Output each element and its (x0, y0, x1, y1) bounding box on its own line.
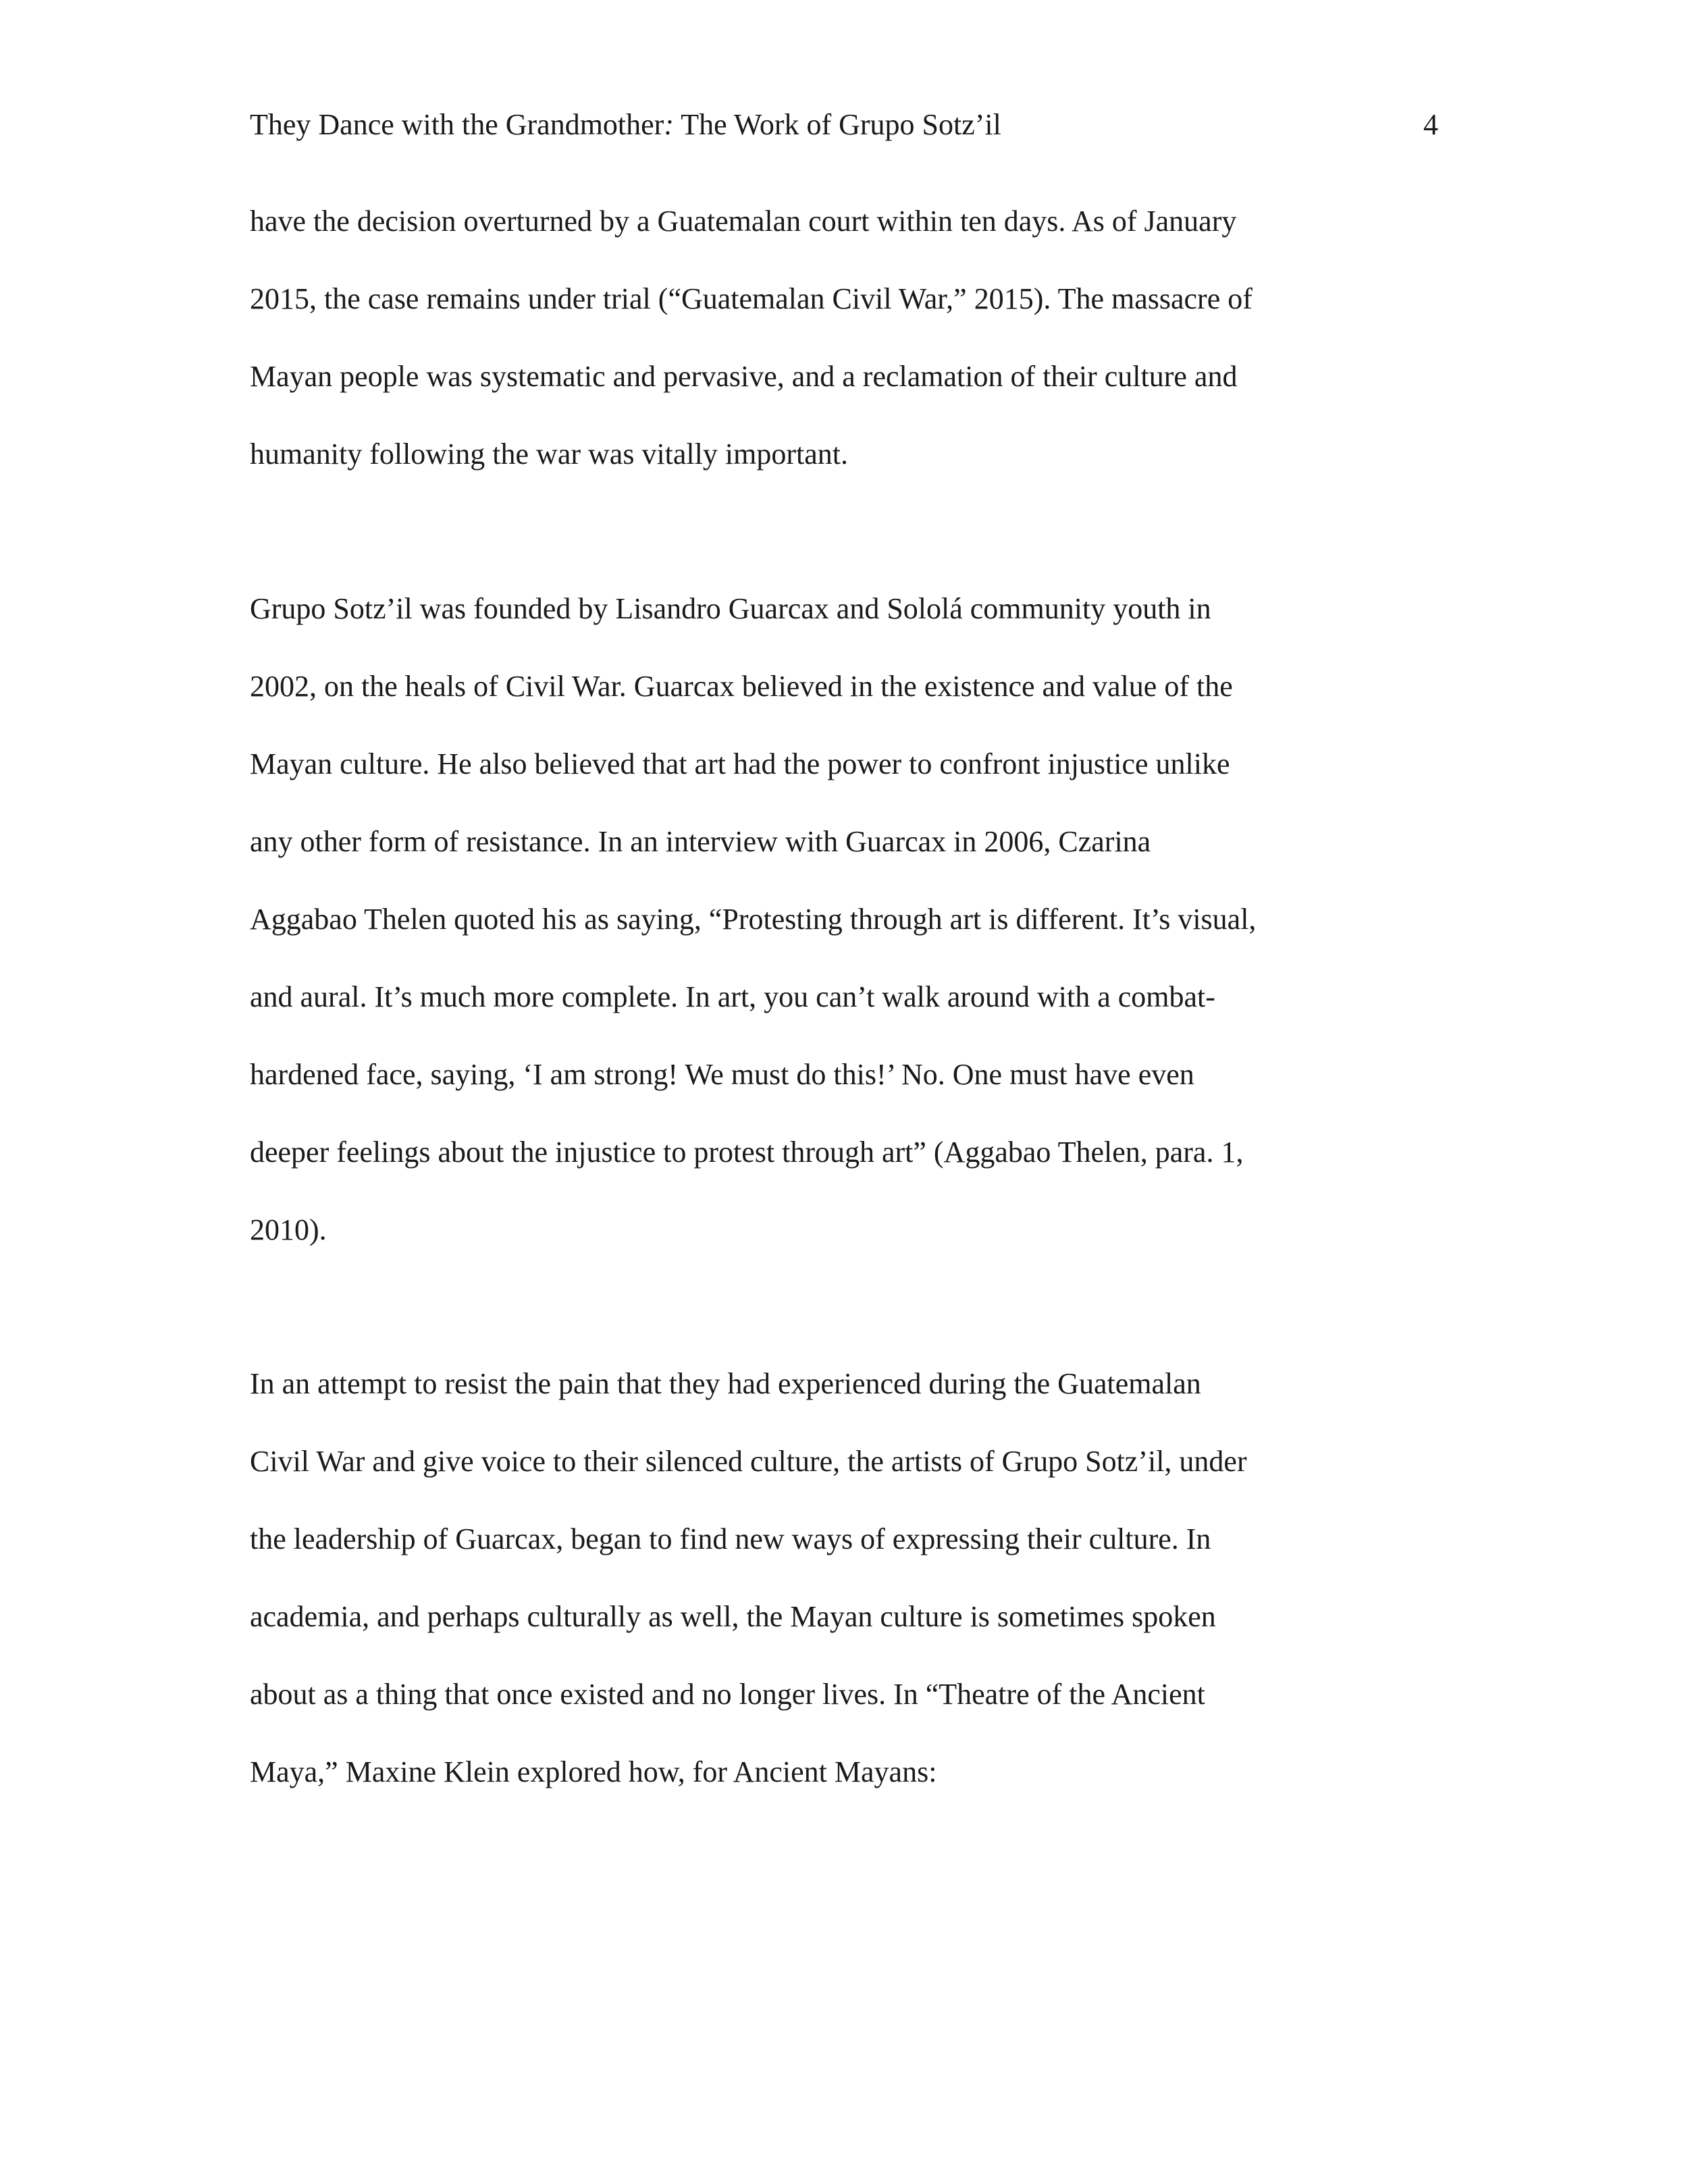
text-line: about as a thing that once existed and no longer lives. In “Theatre of the Ancient (250, 1678, 1205, 1711)
text-line: have the decision overturned by a Guatemalan court within ten days. As of January (250, 205, 1237, 238)
text-line: and aural. It’s much more complete. In art, you can’t walk around with a combat- (250, 980, 1215, 1013)
running-title-subtitle: The Work of Grupo Sotz’il (674, 108, 1001, 141)
text-line: humanity following the war was vitally important. (250, 437, 848, 471)
text-line: In an attempt to resist the pain that they had experienced during the Guatemalan (250, 1367, 1201, 1400)
text-line: academia, and perhaps culturally as well, the Mayan culture is sometimes spoken (250, 1600, 1216, 1633)
running-header (250, 101, 1438, 149)
running-title-colon: : (664, 108, 674, 141)
page-number: 4 (1423, 108, 1438, 141)
paragraph-2 (250, 570, 1438, 1269)
text-line: 2010). (250, 1213, 327, 1246)
text-line: hardened face, saying, ‘I am strong! We must do this!’ No. One must have even (250, 1058, 1194, 1091)
text-line: 2015, the case remains under trial (“Guatemalan Civil War,” 2015). The massacre of (250, 282, 1252, 315)
running-title-main: They Dance with the Grandmother (250, 108, 664, 141)
text-line: Maya,” Maxine Klein explored how, for Ancient Mayans: (250, 1755, 937, 1788)
text-line: Mayan people was systematic and pervasive, and a reclamation of their culture and (250, 360, 1238, 393)
paragraph-3 (250, 1345, 1438, 1811)
text-line: Grupo Sotz’il was founded by Lisandro Guarcax and Sololá community youth in (250, 592, 1211, 625)
text-line: Civil War and give voice to their silenced culture, the artists of Grupo Sotz’il, under (250, 1445, 1247, 1478)
text-line: Mayan culture. He also believed that art had the power to confront injustice unlike (250, 747, 1230, 780)
text-line: the leadership of Guarcax, began to find new ways of expressing their culture. In (250, 1522, 1211, 1555)
text-line: deeper feelings about the injustice to protest through art” (Aggabao Thelen, para. 1, (250, 1136, 1244, 1169)
running-title (250, 101, 1001, 149)
paragraph-1 (250, 182, 1438, 493)
text-line: Aggabao Thelen quoted his as saying, “Protesting through art is different. It’s visual, (250, 903, 1257, 936)
text-line: any other form of resistance. In an interview with Guarcax in 2006, Czarina (250, 825, 1151, 858)
text-line: 2002, on the heals of Civil War. Guarcax believed in the existence and value of the (250, 670, 1233, 703)
